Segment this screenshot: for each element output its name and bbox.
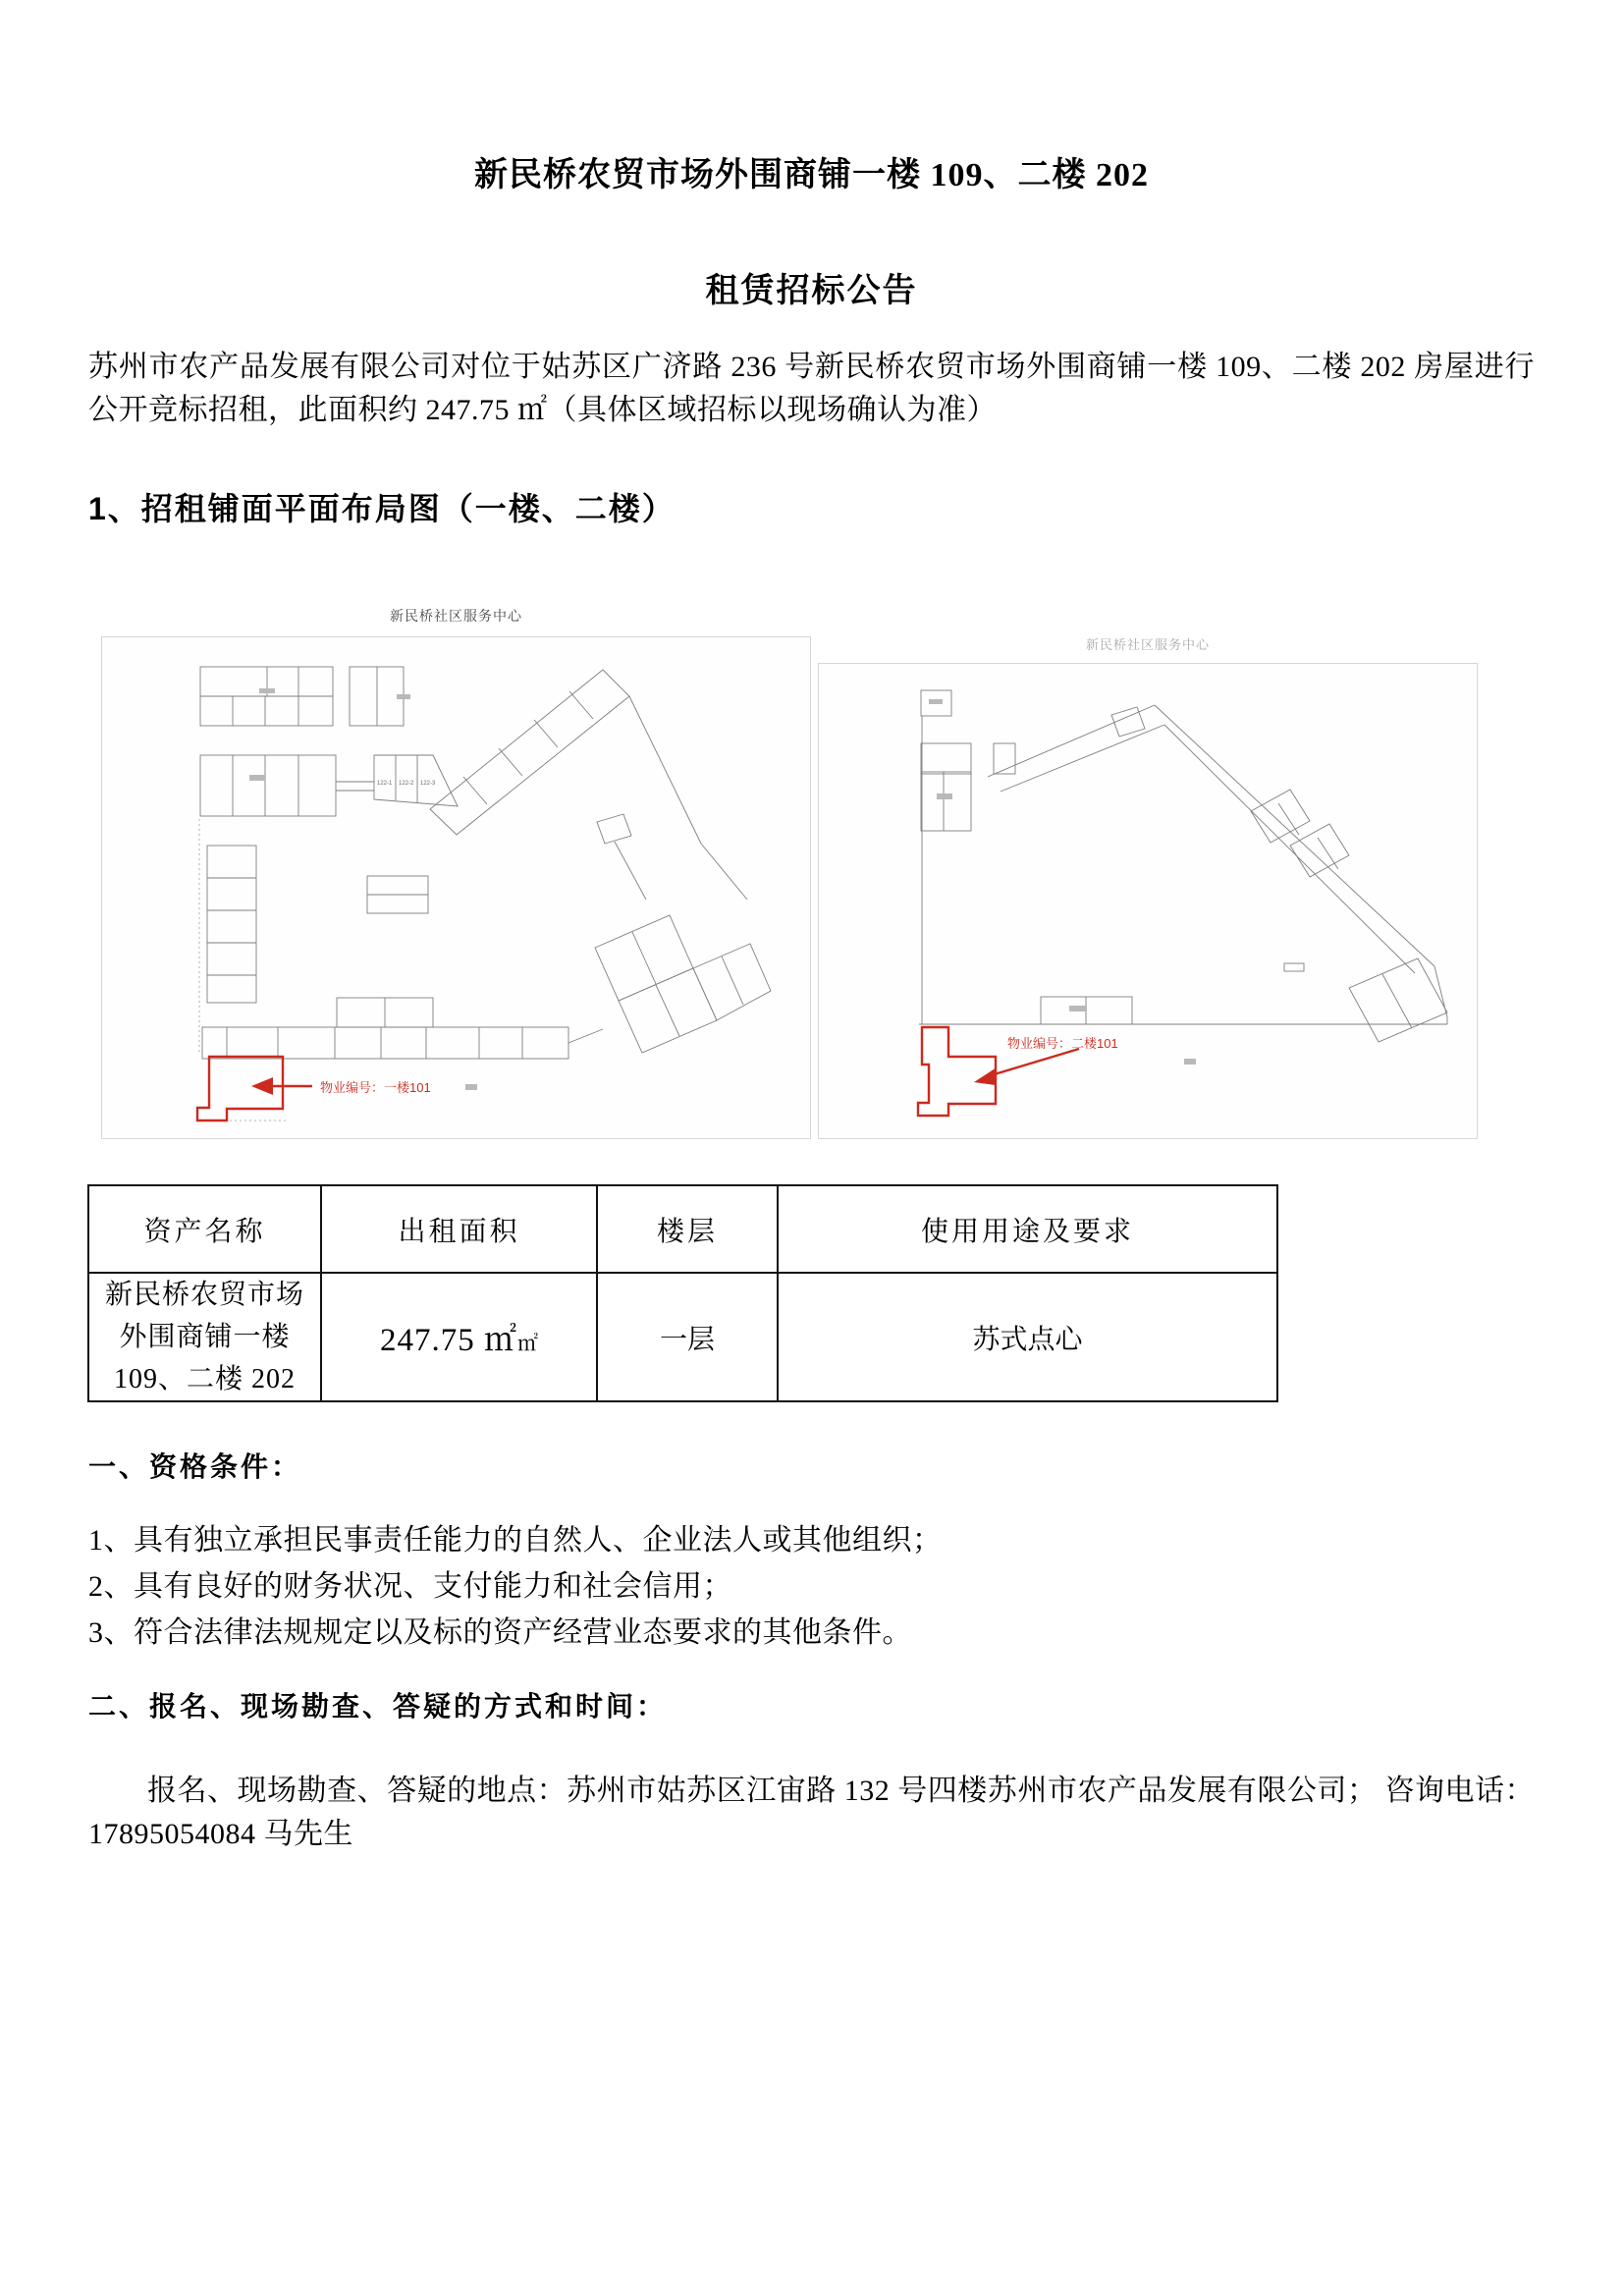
asset-name-line-3: 109、二楼 202 [113, 1364, 296, 1394]
qualification-heading: 一、资格条件： [88, 1451, 302, 1482]
asset-table-header-row [88, 1185, 1277, 1273]
floor-plan-first-floor [101, 607, 811, 1139]
asset-name-line-1: 新民桥农贸市场 [104, 1280, 304, 1310]
floor-plan-1-drawing [102, 637, 812, 1140]
floor-plan-2-drawing [819, 664, 1479, 1140]
unit-tag-label-second-floor: 物业编号：二楼101 [1007, 1036, 1118, 1051]
cell-usage: 苏式点心 [778, 1273, 1277, 1401]
floor-plan-1-image [101, 636, 811, 1139]
highlighted-unit-second-floor [918, 1027, 1118, 1116]
asset-table [87, 1184, 1278, 1402]
highlighted-unit-first-floor [197, 1057, 431, 1121]
room-label-122-3: 122-3 [420, 781, 436, 787]
floor-plan-2-caption: 新民桥社区服务中心 [1085, 637, 1210, 652]
intro-paragraph: 苏州市农产品发展有限公司对位于姑苏区广济路 236 号新民桥农贸市场外围商铺一楼 109、二楼 202 房屋进行公开竞标招租，此面积约 247.75 ㎡（具体区域招标以现场确认为准） [88, 351, 1535, 426]
asset-name-line-2: 外围商铺一楼 [119, 1322, 291, 1352]
cell-floor: 一层 [597, 1273, 778, 1401]
header-floor: 楼层 [597, 1185, 778, 1273]
header-asset-name: 资产名称 [88, 1185, 321, 1273]
asset-table-data-row [88, 1273, 1277, 1401]
registration-heading: 二、报名、现场勘查、答疑的方式和时间： [88, 1691, 668, 1722]
header-usage: 使用用途及要求 [778, 1185, 1277, 1273]
page-title: 新民桥农贸市场外围商铺一楼 109、二楼 202 [474, 157, 1149, 193]
cell-rent-area [321, 1273, 597, 1401]
floor-plan-2-image [818, 663, 1478, 1139]
registration-paragraph: 报名、现场勘查、答疑的地点：苏州市姑苏区江宙路 132 号四楼苏州市农产品发展有限公司； 咨询电话：17895054084 马先生 [88, 1775, 1535, 1850]
room-label-122-1: 122-1 [377, 781, 393, 787]
floor-plan-second-floor [818, 634, 1478, 1139]
arrow-down-left-icon [974, 1067, 997, 1085]
area-value: 247.75 ㎡ [380, 1323, 517, 1358]
header-rent-area: 出租面积 [321, 1185, 597, 1273]
section-layout-heading: 1、招租铺面平面布局图（一楼、二楼） [88, 491, 676, 526]
qualification-item-2: 2、具有良好的财务状况、支付能力和社会信用； [88, 1570, 732, 1603]
area-value-duplicate-unit: ㎡ [517, 1332, 538, 1355]
arrow-left-icon [251, 1077, 273, 1095]
floor-plan-1-caption: 新民桥社区服务中心 [390, 610, 522, 625]
qualification-items [88, 1517, 1535, 1656]
cell-asset-name [88, 1273, 321, 1401]
room-label-122-2: 122-2 [399, 781, 414, 787]
qualification-item-3: 3、符合法律法规规定以及标的资产经营业态要求的其他条件。 [88, 1616, 912, 1649]
qualification-item-1: 1、具有独立承担民事责任能力的自然人、企业法人或其他组织； [88, 1524, 943, 1557]
unit-tag-label-first-floor: 物业编号：一楼101 [320, 1080, 431, 1095]
page-subtitle: 租赁招标公告 [705, 273, 918, 309]
